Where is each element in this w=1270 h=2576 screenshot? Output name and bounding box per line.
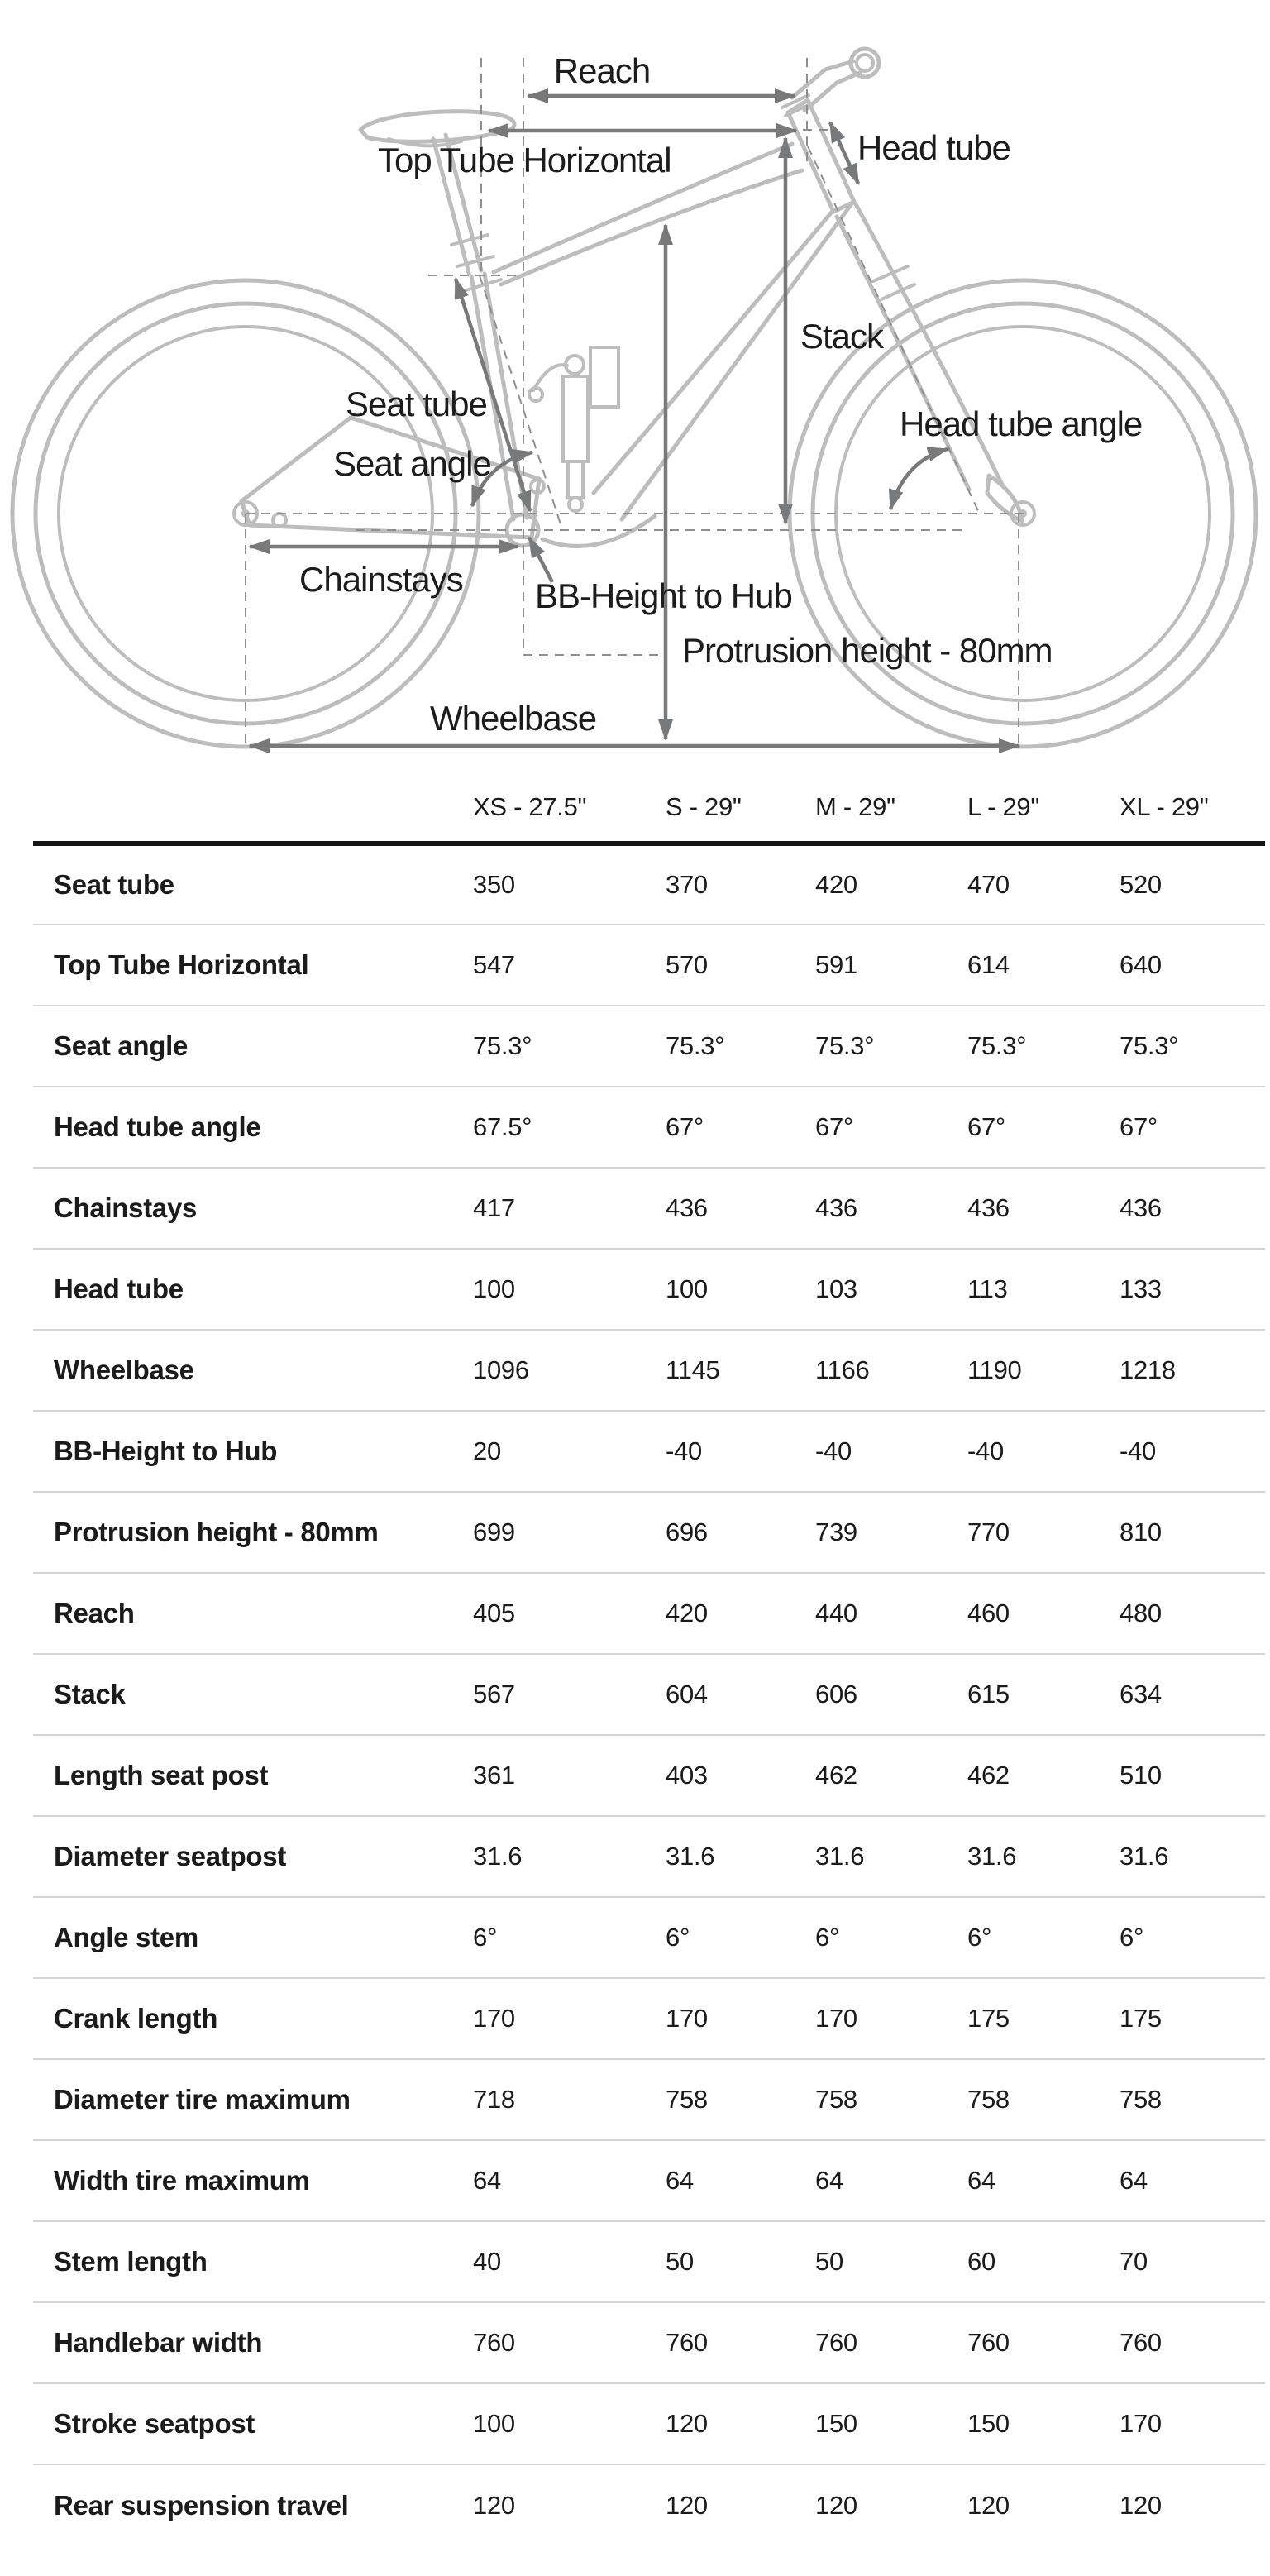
table-row	[33, 2383, 1265, 2464]
cell-value: 6°	[666, 1923, 690, 1952]
cell-value: 120	[815, 2490, 857, 2520]
cell-value: 75.3°	[666, 1031, 725, 1060]
cell-value: 470	[967, 870, 1010, 899]
row-label: Rear suspension travel	[54, 2489, 349, 2521]
cell-value: 120	[967, 2490, 1010, 2520]
cell-value: 75.3°	[815, 1031, 875, 1060]
fork-icon	[837, 204, 1022, 521]
cell-value: 760	[1120, 2328, 1162, 2357]
row-label: Handlebar width	[54, 2327, 263, 2358]
cell-value: 170	[1120, 2409, 1162, 2438]
row-label: Protrusion height - 80mm	[54, 1517, 379, 1547]
cell-value: 758	[1120, 2085, 1162, 2114]
row-label: Length seat post	[54, 1760, 269, 1790]
cell-value: 175	[967, 2004, 1010, 2033]
cell-value: 170	[815, 2004, 857, 2033]
cell-value: 361	[473, 1761, 515, 1790]
cell-value: 1145	[666, 1355, 720, 1384]
table-row	[33, 2221, 1265, 2302]
table-row	[33, 1249, 1265, 1330]
cell-value: 758	[815, 2085, 857, 2114]
label-stack: Stack	[800, 317, 884, 356]
cell-value: 175	[1120, 2004, 1162, 2033]
cell-value: 67.5°	[473, 1112, 532, 1141]
row-label: Seat tube	[54, 869, 174, 900]
cell-value: 170	[473, 2004, 515, 2033]
table-row	[33, 844, 1265, 925]
row-label: Head tube angle	[54, 1111, 261, 1142]
table-row	[33, 1492, 1265, 1573]
cell-value: 440	[815, 1599, 857, 1627]
cell-value: 480	[1120, 1599, 1162, 1627]
cell-value: 604	[666, 1680, 708, 1709]
cell-value: 1190	[967, 1355, 1022, 1384]
row-label: Head tube	[54, 1274, 184, 1304]
cell-value: 436	[1120, 1193, 1162, 1222]
cell-value: 1218	[1120, 1355, 1176, 1384]
table-row	[33, 1330, 1265, 1411]
bike-geometry-diagram	[0, 0, 1270, 773]
row-label: Stack	[54, 1679, 126, 1709]
cell-value: 436	[666, 1193, 708, 1222]
cell-value: 520	[1120, 870, 1162, 899]
table-row	[33, 1168, 1265, 1249]
cell-value: 614	[967, 950, 1010, 979]
cell-value: 50	[666, 2247, 694, 2276]
cell-value: -40	[666, 1436, 702, 1465]
cell-value: 699	[473, 1517, 515, 1546]
row-label: Wheelbase	[54, 1355, 194, 1385]
cell-value: 60	[967, 2247, 995, 2276]
cell-value: 113	[967, 1274, 1008, 1303]
cell-value: 810	[1120, 1517, 1162, 1546]
cell-value: 31.6	[967, 1842, 1017, 1871]
cell-value: 615	[967, 1680, 1010, 1709]
label-chainstays: Chainstays	[299, 560, 463, 599]
cell-value: 67°	[967, 1112, 1005, 1141]
geometry-table	[33, 773, 1265, 2545]
table-row	[33, 1654, 1265, 1735]
row-label: Top Tube Horizontal	[54, 949, 309, 980]
cell-value: 31.6	[1120, 1842, 1169, 1871]
cell-value: -40	[967, 1436, 1004, 1465]
cell-value: 606	[815, 1680, 857, 1709]
cell-value: 547	[473, 950, 515, 979]
row-label: Diameter seatpost	[54, 1841, 287, 1871]
cell-value: 67°	[1120, 1112, 1158, 1141]
cell-value: 640	[1120, 950, 1162, 979]
cell-value: 758	[666, 2085, 708, 2114]
table-row	[33, 1006, 1265, 1087]
cell-value: 634	[1120, 1680, 1162, 1709]
cell-value: 370	[666, 870, 708, 899]
cell-value: 6°	[473, 1923, 498, 1952]
cell-value: 420	[666, 1599, 708, 1627]
diagram-labels	[299, 51, 1142, 738]
row-label: Reach	[54, 1598, 135, 1628]
row-label: Crank length	[54, 2003, 218, 2034]
cell-value: 770	[967, 1517, 1010, 1546]
cell-value: 510	[1120, 1761, 1162, 1790]
cell-value: 760	[815, 2328, 857, 2357]
cell-value: 67°	[666, 1112, 704, 1141]
cell-value: 150	[815, 2409, 857, 2438]
cell-value: 570	[666, 950, 708, 979]
label-protrusion-height: Protrusion height - 80mm	[682, 631, 1053, 670]
cell-value: 591	[815, 950, 857, 979]
cell-value: -40	[1120, 1436, 1156, 1465]
cell-value: 350	[473, 870, 515, 899]
cell-value: 120	[666, 2409, 708, 2438]
cell-value: 100	[666, 1274, 708, 1303]
cell-value: 75.3°	[1120, 1031, 1179, 1060]
cell-value: 460	[967, 1599, 1010, 1627]
bb-height-leader-arrow	[529, 538, 552, 582]
cell-value: 64	[815, 2166, 843, 2195]
cell-value: 760	[967, 2328, 1010, 2357]
head-tube-angle-arc	[890, 449, 948, 509]
label-seat-angle: Seat angle	[333, 444, 491, 483]
table-row	[33, 2059, 1265, 2140]
label-top-tube-horizontal: Top Tube Horizontal	[378, 141, 671, 179]
cell-value: 103	[815, 1274, 857, 1303]
cell-value: 405	[473, 1599, 515, 1627]
table-row	[33, 1411, 1265, 1492]
cell-value: 758	[967, 2085, 1010, 2114]
cell-value: 31.6	[666, 1842, 715, 1871]
cell-value: 170	[666, 2004, 708, 2033]
cell-value: 120	[473, 2490, 515, 2520]
cell-value: 436	[967, 1193, 1010, 1222]
cell-value: 420	[815, 870, 857, 899]
table-body	[33, 844, 1265, 2545]
cell-value: 100	[473, 2409, 515, 2438]
row-label: Seat angle	[54, 1030, 189, 1061]
label-reach: Reach	[553, 51, 651, 90]
cell-value: 6°	[967, 1923, 992, 1952]
cell-value: 6°	[815, 1923, 840, 1952]
cell-value: 403	[666, 1761, 708, 1790]
column-header: S - 29"	[666, 792, 742, 821]
cell-value: 64	[967, 2166, 995, 2195]
cell-value: 760	[473, 2328, 515, 2357]
column-header: XL - 29"	[1120, 792, 1209, 821]
row-label: Stroke seatpost	[54, 2408, 255, 2439]
cell-value: 31.6	[815, 1842, 865, 1871]
column-header: M - 29"	[815, 792, 895, 821]
row-label: Width tire maximum	[54, 2165, 310, 2196]
row-label: Angle stem	[54, 1922, 198, 1952]
label-seat-tube: Seat tube	[346, 385, 487, 423]
table-row	[33, 2140, 1265, 2221]
cell-value: 70	[1120, 2247, 1148, 2276]
cell-value: 64	[666, 2166, 694, 2195]
cell-value: 75.3°	[473, 1031, 532, 1060]
column-header: L - 29"	[967, 792, 1040, 821]
column-header: XS - 27.5"	[473, 792, 587, 821]
cell-value: 120	[1120, 2490, 1162, 2520]
cell-value: 462	[815, 1761, 857, 1790]
cell-value: 760	[666, 2328, 708, 2357]
table-row	[33, 2464, 1265, 2545]
cell-value: 67°	[815, 1112, 853, 1141]
table-row	[33, 1816, 1265, 1897]
cell-value: 150	[967, 2409, 1010, 2438]
table-row	[33, 1897, 1265, 1978]
cell-value: 1166	[815, 1355, 870, 1384]
cell-value: 739	[815, 1517, 857, 1546]
cell-value: 31.6	[473, 1842, 523, 1871]
cell-value: 64	[1120, 2166, 1148, 2195]
cell-value: 6°	[1120, 1923, 1144, 1952]
row-label: Diameter tire maximum	[54, 2084, 351, 2115]
table-row	[33, 1978, 1265, 2059]
label-head-tube: Head tube	[857, 128, 1010, 167]
cell-value: 120	[666, 2490, 708, 2520]
cell-value: 100	[473, 1274, 515, 1303]
cell-value: 462	[967, 1761, 1010, 1790]
saddle-icon	[360, 112, 514, 291]
row-label: Chainstays	[54, 1192, 198, 1223]
cell-value: 40	[473, 2247, 501, 2276]
cell-value: 64	[473, 2166, 501, 2195]
table-header-row	[33, 773, 1265, 844]
row-label: BB-Height to Hub	[54, 1436, 278, 1466]
label-wheelbase: Wheelbase	[430, 699, 597, 738]
cell-value: 436	[815, 1193, 857, 1222]
table-row	[33, 2302, 1265, 2383]
cell-value: 1096	[473, 1355, 529, 1384]
label-head-tube-angle: Head tube angle	[900, 404, 1143, 443]
row-label: Stem length	[54, 2246, 208, 2277]
column-header-empty	[33, 773, 473, 844]
label-bb-height-to-hub: BB-Height to Hub	[535, 576, 792, 615]
cell-value: 567	[473, 1680, 515, 1709]
cell-value: 718	[473, 2085, 515, 2114]
table-row	[33, 1735, 1265, 1816]
cell-value: 133	[1120, 1274, 1162, 1303]
cell-value: 417	[473, 1193, 515, 1222]
cell-value: 696	[666, 1517, 708, 1546]
cell-value: -40	[815, 1436, 852, 1465]
cell-value: 50	[815, 2247, 843, 2276]
cell-value: 75.3°	[967, 1031, 1027, 1060]
head-tube-arrow	[830, 122, 858, 184]
cell-value: 20	[473, 1436, 501, 1465]
table-row	[33, 1573, 1265, 1654]
table-row	[33, 1087, 1265, 1168]
table-row	[33, 925, 1265, 1006]
